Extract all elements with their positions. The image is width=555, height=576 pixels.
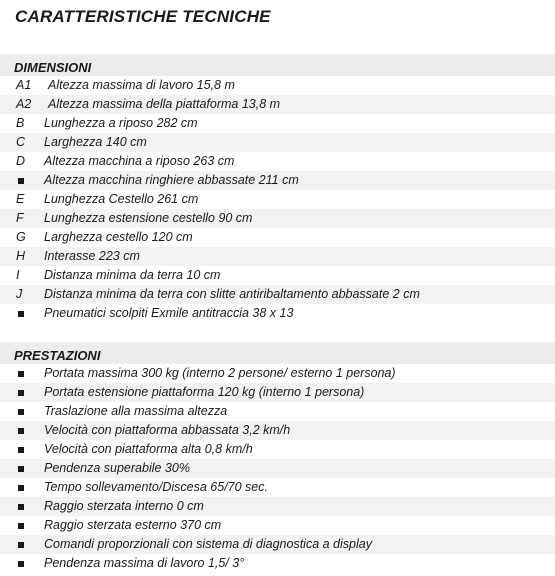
square-bullet-icon — [18, 447, 24, 453]
spec-row — [0, 247, 555, 266]
spec-code: J — [16, 287, 23, 301]
spec-code: A1 — [16, 78, 32, 92]
square-bullet-icon — [18, 466, 24, 472]
spec-row — [0, 383, 555, 402]
spec-text: Pendenza superabile 30% — [44, 461, 190, 475]
spec-row — [0, 76, 555, 95]
spec-row — [0, 209, 555, 228]
spec-text: Altezza massima di lavoro 15,8 m — [48, 78, 235, 92]
page-title: CARATTERISTICHE TECNICHE — [15, 7, 271, 26]
spec-text: Lunghezza a riposo 282 cm — [44, 116, 198, 130]
section-title: DIMENSIONI — [14, 60, 92, 75]
spec-code: B — [16, 116, 25, 130]
spec-row — [0, 304, 555, 323]
spec-row — [0, 266, 555, 285]
spec-text: Altezza massima della piattaforma 13,8 m — [48, 97, 281, 111]
square-bullet-icon — [18, 371, 24, 377]
spec-text: Distanza minima da terra 10 cm — [44, 268, 221, 282]
section-header — [0, 54, 555, 76]
spec-row — [0, 554, 555, 573]
spec-row — [0, 95, 555, 114]
spec-row — [0, 459, 555, 478]
spec-code: A2 — [16, 97, 32, 111]
square-bullet-icon — [18, 523, 24, 529]
spec-text: Portata massima 300 kg (interno 2 persone/ esterno 1 persona) — [44, 366, 396, 380]
spec-text: Pneumatici scolpiti Exmile antitraccia 38 x 13 — [44, 306, 294, 320]
spec-text: Altezza macchina ringhiere abbassate 211 cm — [44, 173, 299, 187]
square-bullet-icon — [18, 409, 24, 415]
spec-code: D — [16, 154, 26, 168]
spec-text: Distanza minima da terra con slitte antiribaltamento abbassate 2 cm — [44, 287, 420, 301]
spec-row — [0, 133, 555, 152]
spec-row — [0, 285, 555, 304]
square-bullet-icon — [18, 390, 24, 396]
spec-row — [0, 152, 555, 171]
spec-row — [0, 171, 555, 190]
spec-row — [0, 497, 555, 516]
spec-row — [0, 440, 555, 459]
spec-text: Raggio sterzata interno 0 cm — [44, 499, 204, 513]
square-bullet-icon — [18, 485, 24, 491]
spec-row — [0, 402, 555, 421]
spec-text: Lunghezza estensione cestello 90 cm — [44, 211, 253, 225]
square-bullet-icon — [18, 504, 24, 510]
spec-row — [0, 478, 555, 497]
spec-code: C — [16, 135, 26, 149]
spec-text: Raggio sterzata esterno 370 cm — [44, 518, 222, 532]
spec-row — [0, 535, 555, 554]
spec-text: Larghezza cestello 120 cm — [44, 230, 193, 244]
spec-text: Portata estensione piattaforma 120 kg (interno 1 persona) — [44, 385, 365, 399]
section-title: PRESTAZIONI — [14, 348, 101, 363]
spec-text: Larghezza 140 cm — [44, 135, 147, 149]
spec-text: Traslazione alla massima altezza — [44, 404, 228, 418]
square-bullet-icon — [18, 178, 24, 184]
spec-code: H — [16, 249, 26, 263]
spec-text: Lunghezza Cestello 261 cm — [44, 192, 199, 206]
spec-text: Interasse 223 cm — [44, 249, 140, 263]
spec-text: Tempo sollevamento/Discesa 65/70 sec. — [44, 480, 268, 494]
square-bullet-icon — [18, 561, 24, 567]
spec-row — [0, 421, 555, 440]
spec-text: Velocità con piattaforma alta 0,8 km/h — [44, 442, 253, 456]
spec-code: F — [16, 211, 24, 225]
square-bullet-icon — [18, 311, 24, 317]
spec-text: Altezza macchina a riposo 263 cm — [44, 154, 235, 168]
square-bullet-icon — [18, 542, 24, 548]
spec-text: Velocità con piattaforma abbassata 3,2 km/h — [44, 423, 291, 437]
section-header — [0, 342, 555, 364]
spec-row — [0, 364, 555, 383]
spec-row — [0, 516, 555, 535]
spec-text: Comandi proporzionali con sistema di diagnostica a display — [44, 537, 372, 551]
spec-code: I — [16, 268, 20, 282]
spec-row — [0, 228, 555, 247]
spec-text: Pendenza massima di lavoro 1,5/ 3° — [44, 556, 245, 570]
spec-row — [0, 114, 555, 133]
spec-code: G — [16, 230, 26, 244]
square-bullet-icon — [18, 428, 24, 434]
spec-code: E — [16, 192, 25, 206]
spec-row — [0, 190, 555, 209]
